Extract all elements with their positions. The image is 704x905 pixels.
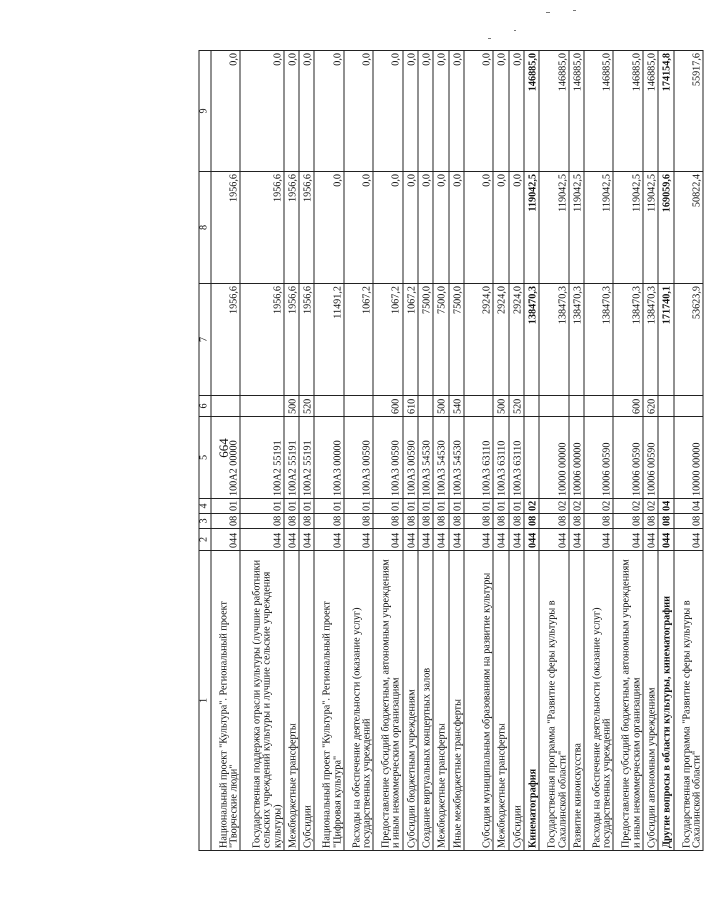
target-article-code: 100A3 54530 — [449, 417, 464, 499]
column-header-3: 3 — [199, 514, 211, 529]
amount-col-8: 119042,5 — [613, 172, 642, 284]
column-header-5: 5 — [199, 417, 211, 499]
amount-col-7: 1067,2 — [344, 284, 373, 396]
amount-col-7: 2924,0 — [509, 284, 524, 396]
amount-col-7: 1956,6 — [284, 284, 299, 396]
amount-col-9: 0,0 — [314, 51, 343, 172]
amount-col-8: 0,0 — [449, 172, 464, 284]
budget-table-sheet — [199, 51, 704, 851]
amount-col-7: 138470,3 — [584, 284, 613, 396]
expense-type-code — [464, 396, 493, 417]
header-row — [199, 51, 211, 851]
section-code: 08 — [240, 514, 283, 529]
target-article-code: 100A2 00000 — [211, 417, 240, 499]
subsection-code: 04 — [674, 499, 704, 514]
subsection-code: 02 — [539, 499, 568, 514]
amount-col-8: 119042,5 — [584, 172, 613, 284]
ministry-code: 044 — [643, 529, 658, 551]
column-header-1: 1 — [199, 551, 211, 851]
row-name: Субсидии автономным учреждениям — [643, 551, 658, 851]
amount-col-8: 0,0 — [373, 172, 402, 284]
amount-col-7: 1067,2 — [373, 284, 402, 396]
target-article-code: 10006 00590 — [584, 417, 613, 499]
table-body — [211, 51, 703, 851]
row-name: Субсидии бюджетным учреждениям — [403, 551, 418, 851]
section-code: 08 — [643, 514, 658, 529]
expense-type-code: 500 — [284, 396, 299, 417]
expense-type-code: 600 — [613, 396, 642, 417]
scan-speck — [573, 10, 576, 11]
amount-col-8: 1956,6 — [284, 172, 299, 284]
amount-col-7: 7500,0 — [449, 284, 464, 396]
section-code: 08 — [299, 514, 314, 529]
table-row — [613, 51, 642, 851]
target-article-code: 10006 00590 — [643, 417, 658, 499]
target-article-code: 10006 00000 — [569, 417, 584, 499]
section-code: 08 — [418, 514, 433, 529]
amount-col-9: 174154,8 — [658, 51, 673, 172]
scan-speck — [546, 12, 550, 13]
column-header-9: 9 — [199, 51, 211, 172]
amount-col-8: 1956,6 — [211, 172, 240, 284]
table-row — [584, 51, 613, 851]
row-name: Государственная программа "Развитие сферы культуры в Сахалинской области" — [539, 551, 568, 851]
column-header-7: 7 — [199, 284, 211, 396]
table-row — [643, 51, 658, 851]
table-row — [433, 51, 448, 851]
target-article-code: 100A3 00000 — [314, 417, 343, 499]
expense-type-code: 520 — [299, 396, 314, 417]
subsection-code: 01 — [344, 499, 373, 514]
amount-col-7: 138470,3 — [569, 284, 584, 396]
row-name: Развитие киноискусства — [569, 551, 584, 851]
amount-col-8: 0,0 — [314, 172, 343, 284]
column-header-2: 2 — [199, 529, 211, 551]
ministry-code: 044 — [613, 529, 642, 551]
expense-type-code: 540 — [449, 396, 464, 417]
subsection-code: 02 — [524, 499, 539, 514]
row-name: Межбюджетные трансферты — [284, 551, 299, 851]
amount-col-8: 0,0 — [403, 172, 418, 284]
amount-col-9: 0,0 — [373, 51, 402, 172]
amount-col-9: 0,0 — [493, 51, 508, 172]
amount-col-8: 50822,4 — [674, 172, 704, 284]
ministry-code: 044 — [373, 529, 402, 551]
amount-col-8: 169059,6 — [658, 172, 673, 284]
subsection-code: 01 — [418, 499, 433, 514]
subsection-code: 01 — [493, 499, 508, 514]
section-code: 08 — [493, 514, 508, 529]
table-row — [403, 51, 418, 851]
amount-col-9: 0,0 — [418, 51, 433, 172]
amount-col-8: 1956,6 — [299, 172, 314, 284]
column-header-6: 6 — [199, 396, 211, 417]
section-code: 08 — [509, 514, 524, 529]
row-name: Национальный проект "Культура". Региональный проект "Творческие люди" — [211, 551, 240, 851]
ministry-code: 044 — [569, 529, 584, 551]
budget-table — [199, 50, 704, 851]
expense-type-code: 500 — [433, 396, 448, 417]
amount-col-8: 0,0 — [509, 172, 524, 284]
expense-type-code: 620 — [643, 396, 658, 417]
subsection-code: 01 — [433, 499, 448, 514]
subsection-code: 01 — [314, 499, 343, 514]
row-name: Кинематография — [524, 551, 539, 851]
subsection-code: 02 — [569, 499, 584, 514]
target-article-code — [524, 417, 539, 499]
ministry-code: 044 — [344, 529, 373, 551]
page-number: 664 — [216, 438, 231, 458]
row-name: Межбюджетные трансферты — [433, 551, 448, 851]
ministry-code: 044 — [314, 529, 343, 551]
amount-col-8: 119042,5 — [539, 172, 568, 284]
section-code: 08 — [464, 514, 493, 529]
ministry-code: 044 — [584, 529, 613, 551]
subsection-code: 02 — [643, 499, 658, 514]
subsection-code: 02 — [584, 499, 613, 514]
target-article-code: 10000 00000 — [539, 417, 568, 499]
section-code: 08 — [373, 514, 402, 529]
expense-type-code — [344, 396, 373, 417]
expense-type-code — [314, 396, 343, 417]
section-code: 08 — [674, 514, 704, 529]
table-row — [299, 51, 314, 851]
expense-type-code: 500 — [493, 396, 508, 417]
amount-col-8: 0,0 — [493, 172, 508, 284]
ministry-code: 044 — [509, 529, 524, 551]
ministry-code: 044 — [524, 529, 539, 551]
section-code: 08 — [449, 514, 464, 529]
target-article-code: 100A2 55191 — [240, 417, 283, 499]
section-code: 08 — [658, 514, 673, 529]
target-article-code: 100A3 00590 — [344, 417, 373, 499]
expense-type-code — [240, 396, 283, 417]
column-header-4: 4 — [199, 499, 211, 514]
amount-col-7: 2924,0 — [464, 284, 493, 396]
ministry-code: 044 — [449, 529, 464, 551]
row-name: Предоставление субсидий бюджетным, автономным учреждениям и иным некоммерческим организациям — [373, 551, 402, 851]
table-row — [569, 51, 584, 851]
row-name: Расходы на обеспечение деятельности (оказание услуг) государственных учреждений — [344, 551, 373, 851]
target-article-code: 100A3 54530 — [433, 417, 448, 499]
amount-col-9: 146885,0 — [524, 51, 539, 172]
target-article-code: 100A3 63110 — [493, 417, 508, 499]
subsection-code: 04 — [658, 499, 673, 514]
table-row — [314, 51, 343, 851]
amount-col-9: 0,0 — [509, 51, 524, 172]
row-name: Субсидия муниципальным образованиям на развитие культуры — [464, 551, 493, 851]
amount-col-9: 0,0 — [464, 51, 493, 172]
expense-type-code — [569, 396, 584, 417]
amount-col-8: 0,0 — [418, 172, 433, 284]
ministry-code: 044 — [299, 529, 314, 551]
ministry-code: 044 — [418, 529, 433, 551]
subsection-code: 02 — [613, 499, 642, 514]
section-code: 08 — [284, 514, 299, 529]
section-code: 08 — [613, 514, 642, 529]
subsection-code: 01 — [240, 499, 283, 514]
section-code: 08 — [569, 514, 584, 529]
amount-col-7: 2924,0 — [493, 284, 508, 396]
amount-col-9: 146885,0 — [539, 51, 568, 172]
amount-col-9: 0,0 — [284, 51, 299, 172]
target-article-code — [658, 417, 673, 499]
expense-type-code — [211, 396, 240, 417]
expense-type-code — [584, 396, 613, 417]
expense-type-code: 610 — [403, 396, 418, 417]
section-code: 08 — [584, 514, 613, 529]
table-row — [493, 51, 508, 851]
amount-col-7: 138470,3 — [643, 284, 658, 396]
table-row — [658, 51, 673, 851]
amount-col-7: 138470,3 — [524, 284, 539, 396]
subsection-code: 01 — [211, 499, 240, 514]
amount-col-9: 146885,0 — [643, 51, 658, 172]
table-row — [373, 51, 402, 851]
table-row — [509, 51, 524, 851]
amount-col-7: 1067,2 — [403, 284, 418, 396]
amount-col-7: 1956,6 — [211, 284, 240, 396]
target-article-code: 100A3 63110 — [509, 417, 524, 499]
section-code: 08 — [314, 514, 343, 529]
subsection-code: 01 — [373, 499, 402, 514]
table-row — [464, 51, 493, 851]
ministry-code: 044 — [433, 529, 448, 551]
scan-speck — [514, 30, 516, 31]
section-code: 08 — [403, 514, 418, 529]
row-name: Расходы на обеспечение деятельности (оказание услуг) государственных учреждений — [584, 551, 613, 851]
amount-col-8: 119042,5 — [569, 172, 584, 284]
amount-col-8: 119042,5 — [524, 172, 539, 284]
amount-col-7: 7500,0 — [418, 284, 433, 396]
row-name: Другие вопросы в области культуры, кинематографии — [658, 551, 673, 851]
amount-col-9: 0,0 — [240, 51, 283, 172]
amount-col-9: 0,0 — [403, 51, 418, 172]
subsection-code: 01 — [464, 499, 493, 514]
row-name: Создание виртуальных концертных залов — [418, 551, 433, 851]
amount-col-7: 11491,2 — [314, 284, 343, 396]
row-name: Межбюджетные трансферты — [493, 551, 508, 851]
section-code: 08 — [433, 514, 448, 529]
target-article-code: 100A2 55191 — [284, 417, 299, 499]
amount-col-7: 1956,6 — [299, 284, 314, 396]
amount-col-9: 0,0 — [449, 51, 464, 172]
row-name: Субсидии — [299, 551, 314, 851]
target-article-code: 100A3 00590 — [373, 417, 402, 499]
amount-col-8: 0,0 — [433, 172, 448, 284]
row-name: Предоставление субсидий бюджетным, автономным учреждениям и иным некоммерческим организациям — [613, 551, 642, 851]
target-article-code: 10000 00000 — [674, 417, 704, 499]
table-row — [418, 51, 433, 851]
amount-col-8: 0,0 — [464, 172, 493, 284]
amount-col-9: 146885,0 — [569, 51, 584, 172]
section-code: 08 — [539, 514, 568, 529]
amount-col-9: 0,0 — [299, 51, 314, 172]
subsection-code: 01 — [284, 499, 299, 514]
amount-col-8: 119042,5 — [643, 172, 658, 284]
table-row — [344, 51, 373, 851]
table-row — [524, 51, 539, 851]
row-name: Национальный проект "Культура". Региональный проект "Цифровая культура" — [314, 551, 343, 851]
subsection-code: 01 — [449, 499, 464, 514]
target-article-code: 100A3 63110 — [464, 417, 493, 499]
ministry-code: 044 — [493, 529, 508, 551]
section-code: 08 — [524, 514, 539, 529]
scan-speck — [488, 38, 491, 39]
amount-col-9: 0,0 — [433, 51, 448, 172]
row-name: Государственная поддержка отрасли культуры (лучшие работники сельских учреждений культуры и лучшие сельские учреждения культуры) — [240, 551, 283, 851]
amount-col-7: 138470,3 — [613, 284, 642, 396]
amount-col-9: 55917,6 — [674, 51, 704, 172]
amount-col-9: 146885,0 — [584, 51, 613, 172]
section-code: 08 — [211, 514, 240, 529]
row-name: Государственная программа "Развитие сферы культуры в Сахалинской области" — [674, 551, 704, 851]
amount-col-7: 7500,0 — [433, 284, 448, 396]
amount-col-9: 0,0 — [211, 51, 240, 172]
subsection-code: 01 — [403, 499, 418, 514]
ministry-code: 044 — [211, 529, 240, 551]
amount-col-7: 171740,1 — [658, 284, 673, 396]
expense-type-code — [539, 396, 568, 417]
ministry-code: 044 — [539, 529, 568, 551]
section-code: 08 — [344, 514, 373, 529]
amount-col-7: 138470,3 — [539, 284, 568, 396]
ministry-code: 044 — [284, 529, 299, 551]
target-article-code: 100A3 00590 — [403, 417, 418, 499]
amount-col-7: 1956,6 — [240, 284, 283, 396]
target-article-code: 100A2 55191 — [299, 417, 314, 499]
amount-col-9: 146885,0 — [613, 51, 642, 172]
expense-type-code: 520 — [509, 396, 524, 417]
row-name: Иные межбюджетные трансферты — [449, 551, 464, 851]
amount-col-8: 1956,6 — [240, 172, 283, 284]
target-article-code: 100A3 54530 — [418, 417, 433, 499]
row-name: Субсидии — [509, 551, 524, 851]
table-row — [284, 51, 299, 851]
amount-col-7: 53623,9 — [674, 284, 704, 396]
expense-type-code: 600 — [373, 396, 402, 417]
ministry-code: 044 — [674, 529, 704, 551]
table-row — [539, 51, 568, 851]
target-article-code: 10006 00590 — [613, 417, 642, 499]
expense-type-code — [418, 396, 433, 417]
table-row — [674, 51, 704, 851]
table-row — [449, 51, 464, 851]
ministry-code: 044 — [658, 529, 673, 551]
subsection-code: 01 — [299, 499, 314, 514]
column-header-8: 8 — [199, 172, 211, 284]
ministry-code: 044 — [403, 529, 418, 551]
amount-col-8: 0,0 — [344, 172, 373, 284]
subsection-code: 01 — [509, 499, 524, 514]
expense-type-code — [674, 396, 704, 417]
expense-type-code — [524, 396, 539, 417]
table-row — [211, 51, 240, 851]
amount-col-9: 0,0 — [344, 51, 373, 172]
ministry-code: 044 — [240, 529, 283, 551]
table-row — [240, 51, 283, 851]
expense-type-code — [658, 396, 673, 417]
ministry-code: 044 — [464, 529, 493, 551]
